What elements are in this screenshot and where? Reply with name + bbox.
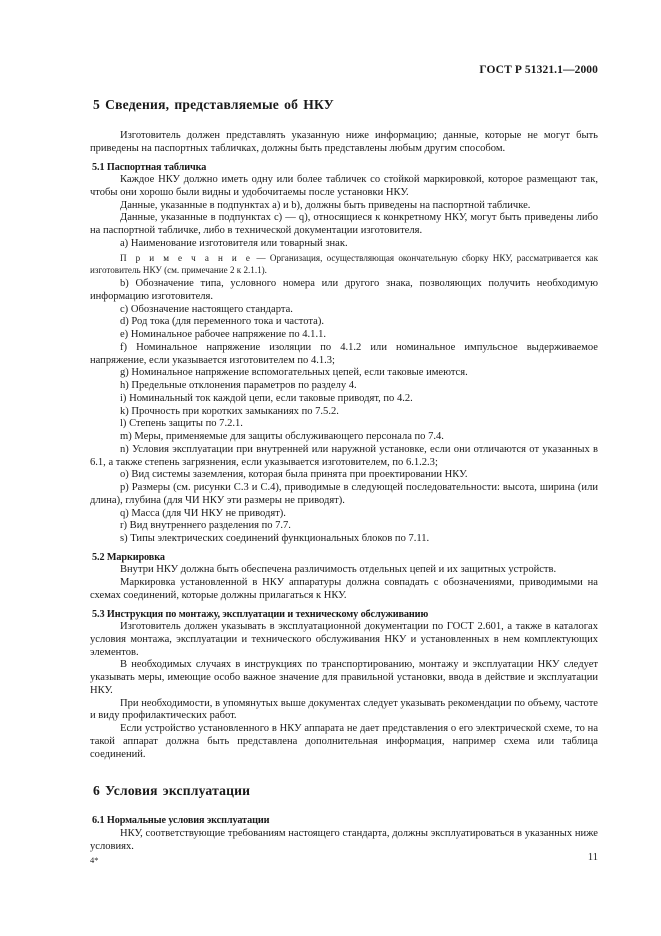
paragraph: Данные, указанные в подпунктах с) — q), относящиеся к конкретному НКУ, могут быть приведены либо на паспортной табличке, либо в технической документации изготовителя.	[90, 212, 598, 236]
paragraph: Каждое НКУ должно иметь одну или более табличек со стойкой маркировкой, которое размещают так, чтобы они хорошо были видны и удобочитаемы после установки НКУ.	[90, 174, 598, 198]
paragraph: Если устройство установленного в НКУ аппарата не дает представления о его электрической схеме, то на такой аппарат должна быть представлена дополнительная информация, например схема или таблица соединений.	[90, 723, 598, 760]
paragraph: а) Наименование изготовителя или товарный знак.	[120, 237, 348, 249]
paragraph: i) Номинальный ток каждой цепи, если таковые приводят, по 4.2.	[120, 392, 413, 404]
footer-mark: 4*	[90, 855, 99, 865]
document-code: ГОСТ Р 51321.1—2000	[479, 64, 598, 76]
paragraph: l) Степень защиты по 7.2.1.	[120, 418, 243, 430]
paragraph: е) Номинальное рабочее напряжение по 4.1.1.	[120, 329, 326, 341]
paragraph: s) Типы электрических соединений функциональных блоков по 7.11.	[120, 533, 430, 545]
section-heading: 5 Сведения, представляемые об НКУ	[93, 97, 334, 112]
paragraph: о) Вид системы заземления, которая была принята при проектировании НКУ.	[120, 469, 468, 481]
paragraph: f) Номинальное напряжение изоляции по 4.1.2 или номинальное импульсное выдерживаемое напряжение, если указывается изготовителем по 4.1.3;	[90, 341, 598, 366]
paragraph: Изготовитель должен представлять указанную ниже информацию; данные, которые не могут быть приведены на паспортных табличках, должны быть представлены любым другим способом.	[90, 130, 598, 154]
paragraph: b) Обозначение типа, условного номера или другого знака, позволяющих получить необходимую информацию изготовителя.	[90, 278, 598, 302]
paragraph: Внутри НКУ должна быть обеспечена различимость отдельных цепей и их защитных устройств.	[120, 564, 557, 576]
paragraph: m) Меры, применяемые для защиты обслуживающего персонала по 7.4.	[120, 431, 444, 443]
paragraph: d) Род тока (для переменного тока и частота).	[120, 316, 324, 328]
paragraph: h) Предельные отклонения параметров по разделу 4.	[120, 380, 357, 392]
section-heading: 6 Условия эксплуатации	[93, 783, 251, 799]
paragraph: n) Условия эксплуатации при внутренней или наружной установке, если они отличаются от указанных в 6.1, а также степень загрязнения, если указывается изготовителем, по 6.1.2.3;	[90, 443, 598, 468]
note	[90, 252, 598, 278]
paragraph: Данные, указанные в подпунктах а) и b), должны быть приведены на паспортной табличке.	[120, 199, 531, 211]
subsection-heading: 5.1 Паспортная табличка	[92, 161, 207, 173]
paragraph: При необходимости, в упомянутых выше документах следует указывать рекомендации по объему, частоте и виду профилактических работ.	[90, 697, 598, 722]
paragraph: k) Прочность при коротких замыканиях по 7.5.2.	[120, 405, 339, 417]
paragraph: g) Номинальное напряжение вспомогательных цепей, если таковые имеются.	[120, 367, 468, 379]
paragraph: В необходимых случаях в инструкциях по транспортированию, монтажу и эксплуатации НКУ следует указывать меры, имеющие особо важное значение для правильной установки, ввода в действие и эксплуатации НКУ.	[90, 659, 598, 696]
subsection-heading: 5.3 Инструкция по монтажу, эксплуатации и техническому обслуживанию	[92, 608, 429, 620]
paragraph: q) Масса (для ЧИ НКУ не приводят).	[120, 507, 286, 519]
note-text: — Организация, осуществляющая окончательную сборку НКУ, рассматривается как изготовитель НКУ (см. примечание 2 к 2.1.1).	[90, 252, 598, 276]
page-number: 11	[587, 852, 598, 863]
paragraph: Изготовитель должен указывать в эксплуатационной документации по ГОСТ 2.601, а также в каталогах условия монтажа, эксплуатации и технического обслуживания НКУ и установленных в нем комплектующих элементов.	[90, 621, 598, 658]
paragraph: НКУ, соответствующие требованиям настоящего стандарта, должны эксплуатироваться в указанных ниже условиях.	[90, 827, 598, 852]
paragraph: с) Обозначение настоящего стандарта.	[120, 303, 293, 315]
document-body	[90, 97, 598, 853]
note-label: П р и м е ч а н и е	[120, 252, 253, 263]
paragraph: r) Вид внутреннего разделения по 7.7.	[120, 520, 291, 532]
subsection-heading: 6.1 Нормальные условия эксплуатации	[92, 815, 270, 827]
paragraph: Маркировка установленной в НКУ аппаратуры должна совпадать с обозначениями, приводимыми на схемах соединений, которые должны прилагаться к НКУ.	[90, 577, 598, 601]
paragraph: р) Размеры (см. рисунки С.3 и С.4), приводимые в следующей последовательности: высота, ширина (или длина), глубина (для ЧИ НКУ эти размеры не приводят).	[90, 482, 598, 506]
subsection-heading: 5.2 Маркировка	[92, 551, 165, 563]
